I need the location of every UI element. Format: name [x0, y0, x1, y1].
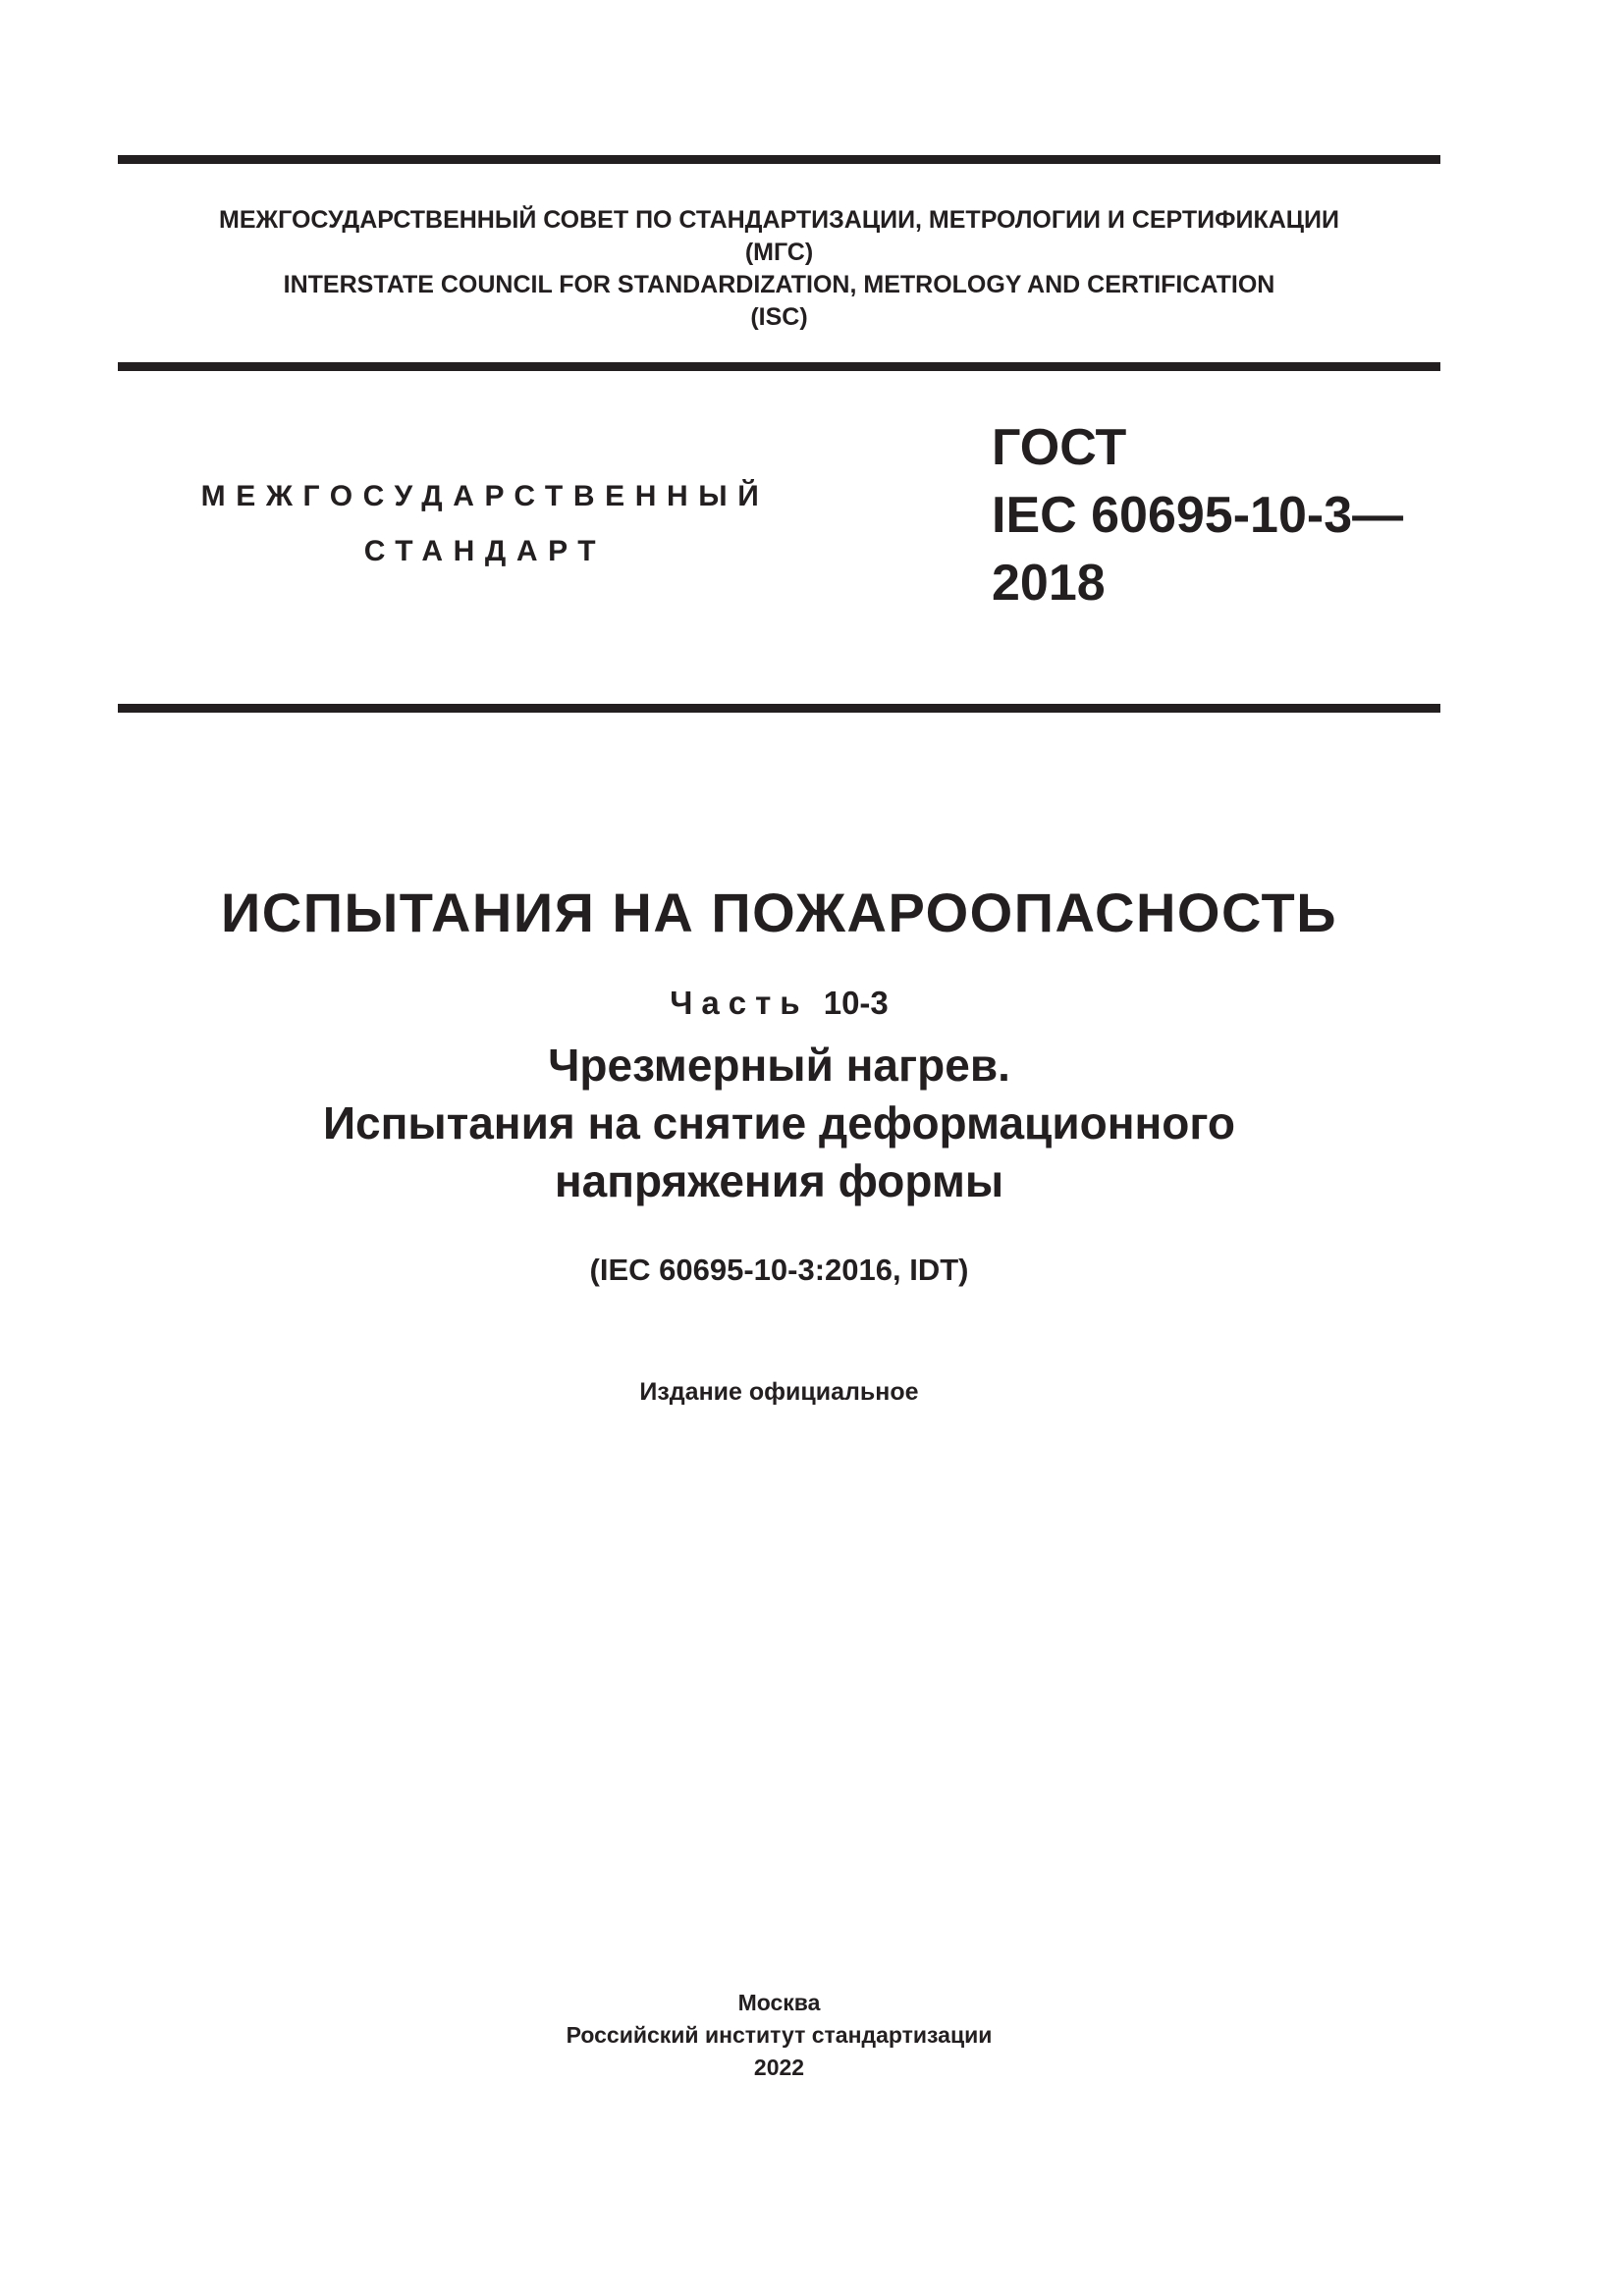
standard-kind-line2: СТАНДАРТ	[363, 535, 607, 567]
header-bottom-rule	[118, 362, 1440, 371]
council-name-en: INTERSTATE COUNCIL FOR STANDARDIZATION, METROLOGY AND CERTIFICATION	[283, 271, 1275, 298]
publisher-block	[118, 1987, 1440, 2084]
subtitle-line1: Чрезмерный нагрев.	[548, 1040, 1010, 1091]
part-line	[118, 982, 1440, 1025]
council-header	[118, 204, 1440, 334]
publisher-name: Российский институт стандартизации	[566, 2022, 993, 2048]
title-block-bottom-rule	[118, 704, 1440, 713]
council-abbr-en: (ISC)	[750, 303, 808, 331]
publisher-year: 2022	[753, 2055, 805, 2080]
standard-kind	[118, 469, 852, 579]
subtitle-line3: напряжения формы	[554, 1155, 1004, 1206]
document-main-title: ИСПЫТАНИЯ НА ПОЖАРООПАСНОСТЬ	[221, 881, 1337, 943]
standard-kind-line1: МЕЖГОСУДАРСТВЕННЫЙ	[200, 480, 770, 512]
publisher-city: Москва	[737, 1990, 821, 2015]
designation-line1: ГОСТ	[992, 419, 1127, 476]
part-word: Часть	[670, 985, 809, 1021]
council-name-ru: МЕЖГОСУДАРСТВЕННЫЙ СОВЕТ ПО СТАНДАРТИЗАЦИИ, МЕТРОЛОГИИ И СЕРТИФИКАЦИИ	[219, 206, 1339, 234]
edition-note: Издание официальное	[639, 1378, 919, 1406]
top-rule	[118, 155, 1440, 164]
designation-line2: IEC 60695-10-3—	[992, 487, 1404, 544]
standard-designation	[992, 414, 1403, 617]
document-subtitle	[118, 1037, 1440, 1210]
iec-reference: (IEC 60695-10-3:2016, IDT)	[589, 1253, 969, 1287]
part-number: 10-3	[823, 985, 889, 1021]
designation-line3: 2018	[992, 555, 1106, 612]
subtitle-line2: Испытания на снятие деформационного	[322, 1097, 1236, 1148]
council-abbr-ru: (МГС)	[744, 239, 814, 266]
